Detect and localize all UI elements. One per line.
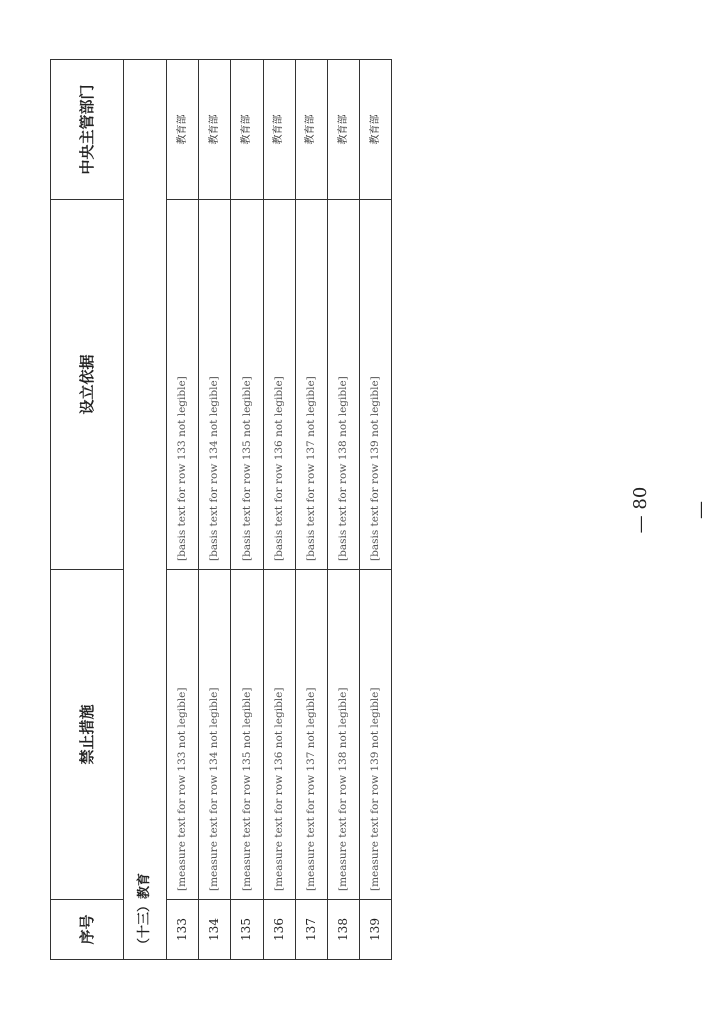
measure-cell — [295, 570, 327, 900]
measure-cell — [199, 570, 231, 900]
table-row — [231, 60, 263, 960]
measure-cell-line: [measure text for row 134 not legible] — [208, 687, 221, 891]
measure-cell-line: [measure text for row 138 not legible] — [337, 687, 350, 891]
header-dept: 中央主管部门 — [51, 60, 124, 200]
row-number: 135 — [231, 900, 263, 960]
header-basis: 设立依据 — [51, 200, 124, 570]
dept-cell — [199, 60, 231, 200]
measure-cell — [167, 570, 199, 900]
row-number: 134 — [199, 900, 231, 960]
dept-cell-line: 教育部 — [369, 114, 381, 145]
dept-cell — [263, 60, 295, 200]
page-number: — 80 — — [630, 486, 711, 534]
dept-cell-line: 教育部 — [273, 114, 285, 145]
dept-cell-line: 教育部 — [337, 114, 349, 145]
measure-cell — [263, 570, 295, 900]
basis-cell-line: [basis text for row 139 not legible] — [369, 376, 382, 561]
table-row — [263, 60, 295, 960]
section-title: （十三）教育 — [124, 60, 167, 960]
row-number: 138 — [327, 900, 359, 960]
basis-cell-line: [basis text for row 135 not legible] — [240, 376, 253, 561]
dept-cell — [167, 60, 199, 200]
dept-cell-line: 教育部 — [305, 114, 317, 145]
table-row — [327, 60, 359, 960]
basis-cell-line: [basis text for row 134 not legible] — [208, 376, 221, 561]
dept-cell — [360, 60, 392, 200]
dept-cell-line: 教育部 — [240, 114, 252, 145]
measure-cell — [360, 570, 392, 900]
basis-cell — [167, 200, 199, 570]
measure-cell-line: [measure text for row 133 not legible] — [176, 687, 189, 891]
measure-cell-line: [measure text for row 136 not legible] — [272, 687, 285, 891]
basis-cell-line: [basis text for row 136 not legible] — [272, 376, 285, 561]
table-row — [167, 60, 199, 960]
basis-cell — [360, 200, 392, 570]
basis-cell-line: [basis text for row 138 not legible] — [337, 376, 350, 561]
measure-cell-line: [measure text for row 135 not legible] — [240, 687, 253, 891]
measure-cell — [327, 570, 359, 900]
section-row — [124, 60, 167, 960]
dept-cell-line: 教育部 — [208, 114, 220, 145]
measure-cell-line: [measure text for row 137 not legible] — [304, 687, 317, 891]
basis-cell — [327, 200, 359, 570]
measures-table — [50, 59, 392, 960]
dept-cell — [327, 60, 359, 200]
measure-cell-line: [measure text for row 139 not legible] — [369, 687, 382, 891]
basis-cell — [231, 200, 263, 570]
table-row — [360, 60, 392, 960]
basis-cell-line: [basis text for row 137 not legible] — [304, 376, 317, 561]
header-no: 序号 — [51, 900, 124, 960]
table-header-row — [51, 60, 124, 960]
basis-cell-line: [basis text for row 133 not legible] — [176, 376, 189, 561]
basis-cell — [295, 200, 327, 570]
row-number: 133 — [167, 900, 199, 960]
dept-cell-line: 教育部 — [176, 114, 188, 145]
row-number: 136 — [263, 900, 295, 960]
row-number: 139 — [360, 900, 392, 960]
dept-cell — [231, 60, 263, 200]
table-row — [199, 60, 231, 960]
table-row — [295, 60, 327, 960]
basis-cell — [263, 200, 295, 570]
dept-cell — [295, 60, 327, 200]
measure-cell — [231, 570, 263, 900]
header-measure: 禁止措施 — [51, 570, 124, 900]
row-number: 137 — [295, 900, 327, 960]
basis-cell — [199, 200, 231, 570]
